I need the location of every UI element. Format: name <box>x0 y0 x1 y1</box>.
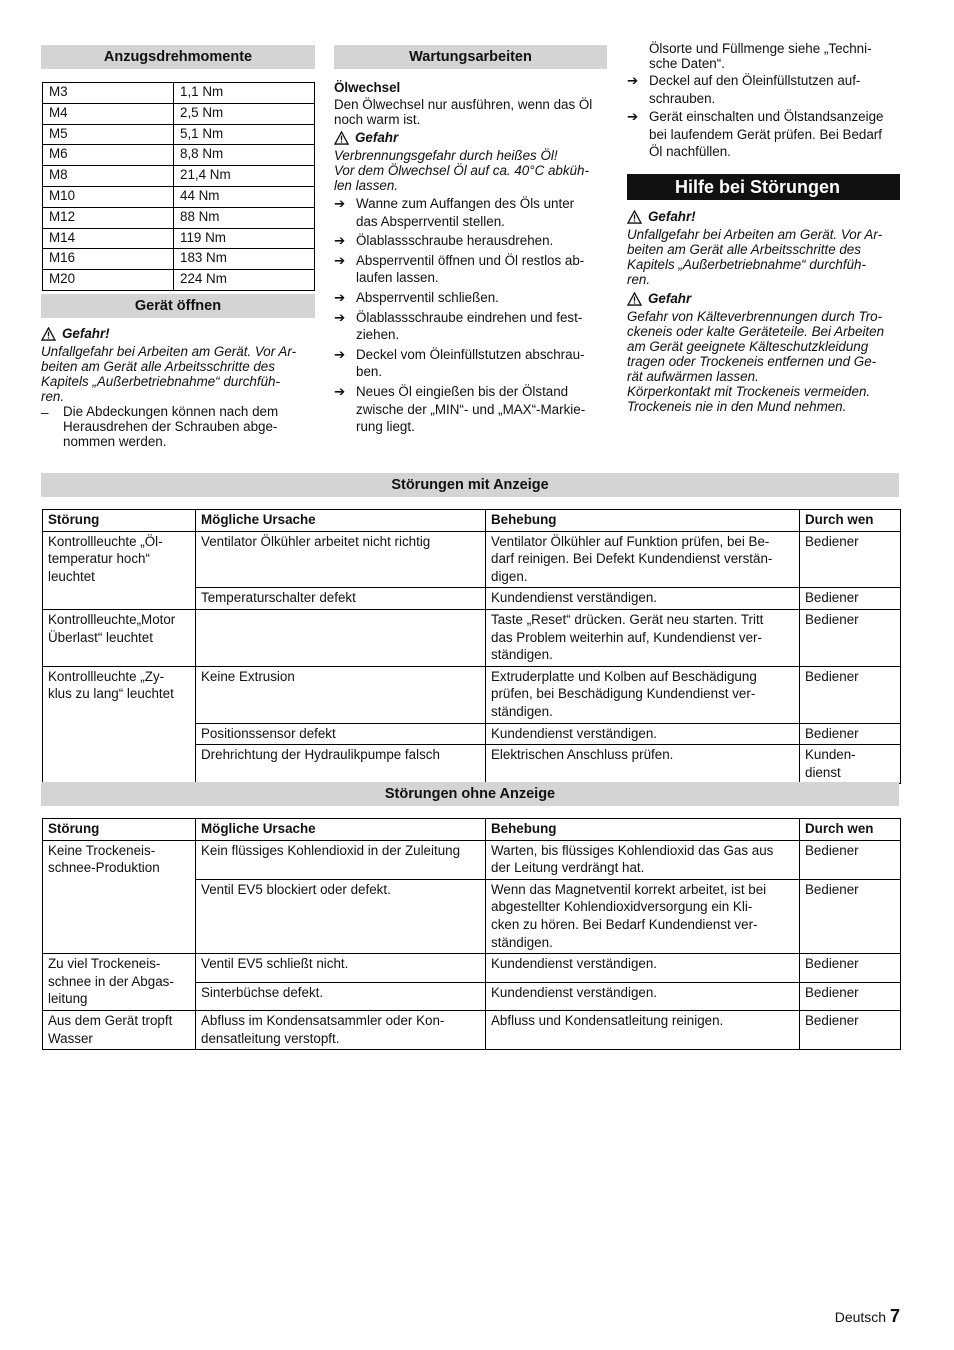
arrow-icon: ➔ <box>334 309 346 325</box>
warning-icon <box>627 210 642 224</box>
torque-table <box>42 82 315 291</box>
cell-thread-size: M20 <box>43 270 174 291</box>
cell-behebung <box>486 609 800 666</box>
help-title: Hilfe bei Störungen <box>627 174 900 200</box>
table-row <box>43 609 901 666</box>
text-line: Kundendienst verständigen. <box>491 725 658 741</box>
cell-torque: 5,1 Nm <box>174 124 315 145</box>
step-text <box>356 195 609 230</box>
text-line: abgestellter Kohlendioxidversorgung ein Kli- <box>491 899 753 915</box>
text-line: Bediener <box>805 984 859 1000</box>
table-row <box>43 186 315 207</box>
table-row <box>43 840 901 879</box>
faults-without-display-title: Störungen ohne Anzeige <box>41 782 899 806</box>
text-line: Ölablassschraube herausdrehen. <box>356 233 554 249</box>
footer-language: Deutsch <box>834 1309 887 1325</box>
text-line: Abfluss und Kondensatleitung reinigen. <box>491 1012 724 1028</box>
table-row <box>43 166 315 187</box>
text-line: Kapitels „Außerbetriebnahme“ durchfüh- <box>41 374 280 389</box>
text-line: Sinterbüchse defekt. <box>201 984 324 1000</box>
cell-torque: 21,4 Nm <box>174 166 315 187</box>
text-line: beiten am Gerät alle Arbeitsschritte des <box>41 359 275 374</box>
header-durch-wen: Durch wen <box>800 819 901 841</box>
table-row <box>43 228 315 249</box>
text-line: Warten, bis flüssiges Kohlendioxid das Gas aus <box>491 842 774 858</box>
text-line: Bediener <box>805 956 859 972</box>
danger-label: Gefahr <box>355 130 399 145</box>
text-line: das Absperrventil stellen. <box>356 213 505 229</box>
table-row <box>43 249 315 270</box>
header-behebung: Behebung <box>486 510 800 532</box>
table-row <box>43 145 315 166</box>
cell-behebung <box>486 588 800 610</box>
text-line: Positionssensor defekt <box>201 725 336 741</box>
text-line: Kundendienst verständigen. <box>491 956 658 972</box>
table-row <box>43 124 315 145</box>
text-line: Bediener <box>805 533 859 549</box>
table-row <box>43 207 315 228</box>
text-line: Elektrischen Anschluss prüfen. <box>491 747 674 763</box>
text-line: densatleitung verstopft. <box>201 1030 340 1046</box>
danger-label: Gefahr <box>648 291 692 306</box>
text-line: zwische der „MIN“- und „MAX“-Markie- <box>356 401 586 417</box>
text-line: prüfen, bei Beschädigung Kundendienst ver- <box>491 686 756 702</box>
help-dangers <box>627 207 902 414</box>
cell-torque: 1,1 Nm <box>174 83 315 104</box>
cell-thread-size: M5 <box>43 124 174 145</box>
step-item <box>334 289 609 307</box>
oil-change-intro <box>334 97 609 127</box>
danger-label: Gefahr! <box>648 209 696 224</box>
cell-torque: 224 Nm <box>174 270 315 291</box>
oil-change-section <box>334 79 609 436</box>
cell-stoerung <box>43 1010 196 1049</box>
arrow-icon: ➔ <box>334 196 346 211</box>
torque-table-body <box>43 83 315 291</box>
cell-behebung <box>486 745 800 784</box>
text-line: Ventilator Ölkühler auf Funktion prüfen, bei Be- <box>491 533 770 549</box>
cell-stoerung <box>43 666 196 784</box>
cell-durch-wen <box>800 609 901 666</box>
text-line: len lassen. <box>334 178 399 193</box>
faults-with-display-title: Störungen mit Anzeige <box>41 473 899 497</box>
step-text <box>356 383 609 436</box>
cell-ursache <box>196 840 486 879</box>
cell-behebung <box>486 531 800 588</box>
text-line: ren. <box>627 272 651 287</box>
text-line: ren. <box>41 389 65 404</box>
text-line: Wenn das Magnetventil korrekt arbeitet, ist bei <box>491 881 767 897</box>
cell-ursache <box>196 609 486 666</box>
danger-heading <box>334 128 609 148</box>
continued-text <box>627 41 902 71</box>
maintenance-title: Wartungsarbeiten <box>334 45 607 69</box>
danger-heading <box>627 207 902 227</box>
text-line: Wasser <box>48 1030 93 1046</box>
text-line: Gefahr von Kälteverbrennungen durch Tro- <box>627 309 883 324</box>
header-stoerung: Störung <box>43 510 196 532</box>
cell-torque: 44 Nm <box>174 186 315 207</box>
text-line: Ventil EV5 blockiert oder defekt. <box>201 881 391 897</box>
step-text <box>356 289 609 307</box>
text-line: Kein flüssiges Kohlendioxid in der Zuleitung <box>201 842 461 858</box>
note-text <box>63 404 278 449</box>
text-line: Ventilator Ölkühler arbeitet nicht richtig <box>201 533 431 549</box>
table-row <box>43 270 315 291</box>
text-line: schnee-Produktion <box>48 860 160 876</box>
text-line: Wanne zum Auffangen des Öls unter <box>356 196 575 211</box>
text-line: Deckel vom Öleinfüllstutzen abschrau- <box>356 346 585 362</box>
step-item <box>334 383 609 436</box>
table-row <box>43 83 315 104</box>
text-line: ben. <box>356 364 383 380</box>
note-item <box>41 404 316 449</box>
text-line: Bediener <box>805 725 859 741</box>
text-line: Öl nachfüllen. <box>649 144 731 160</box>
text-line <box>201 611 480 629</box>
cell-thread-size: M6 <box>43 145 174 166</box>
text-line: klus zu lang“ leuchtet <box>48 686 174 702</box>
page-footer <box>835 1306 900 1327</box>
table-header-row <box>43 819 901 841</box>
text-line: cken zu hören. Bei Bedarf Kundendienst ver- <box>491 916 758 932</box>
text-line: Unfallgefahr bei Arbeiten am Gerät. Vor Ar- <box>41 344 297 359</box>
danger-text <box>627 227 902 287</box>
text-line: Bediener <box>805 611 859 627</box>
step-text <box>356 252 609 287</box>
table-row <box>43 1010 901 1049</box>
cell-torque: 2,5 Nm <box>174 103 315 124</box>
text-line: dienst <box>805 764 841 780</box>
text-line: Ventil EV5 schließt nicht. <box>201 956 349 972</box>
cell-thread-size: M10 <box>43 186 174 207</box>
text-line: Bediener <box>805 881 859 897</box>
step-text <box>356 232 609 250</box>
text-line: Unfallgefahr bei Arbeiten am Gerät. Vor Ar- <box>627 227 883 242</box>
text-line: Absperrventil schließen. <box>356 289 499 305</box>
text-line: Drehrichtung der Hydraulikpumpe falsch <box>201 747 440 763</box>
cell-durch-wen <box>800 745 901 784</box>
text-line: Den Ölwechsel nur ausführen, wenn das Öl <box>334 97 593 112</box>
table-row <box>43 103 315 124</box>
text-line: ständigen. <box>491 934 553 950</box>
text-line: Kapitels „Außerbetriebnahme“ durchfüh- <box>627 257 866 272</box>
text-line: Körperkontakt mit Trockeneis vermeiden. <box>627 384 871 399</box>
text-line: schnee in der Abgas- <box>48 973 174 989</box>
table-row <box>43 954 901 982</box>
text-line: Ölablassschraube eindrehen und fest- <box>356 309 583 325</box>
text-line: Keine Trockeneis- <box>48 842 156 858</box>
text-line: der Leitung verdrängt hat. <box>491 860 645 876</box>
text-line: Absperrventil öffnen und Öl restlos ab- <box>356 252 585 268</box>
cell-stoerung <box>43 531 196 609</box>
cell-thread-size: M12 <box>43 207 174 228</box>
text-line: Bediener <box>805 842 859 858</box>
warning-icon <box>627 292 642 306</box>
cell-thread-size: M4 <box>43 103 174 124</box>
danger-text <box>334 148 609 193</box>
oil-change-steps <box>334 195 609 436</box>
text-line: Bediener <box>805 1012 859 1028</box>
cell-thread-size: M8 <box>43 166 174 187</box>
text-line: am Gerät geeignete Kälteschutzkleidung <box>627 339 869 354</box>
cell-stoerung <box>43 954 196 1011</box>
step-item <box>334 252 609 287</box>
cell-behebung <box>486 723 800 745</box>
text-line: ständigen. <box>491 647 553 663</box>
warning-icon <box>41 327 56 341</box>
step-item <box>334 346 609 381</box>
text-line: noch warm ist. <box>334 112 421 127</box>
text-line: Kunden- <box>805 747 856 763</box>
cell-behebung <box>486 666 800 723</box>
arrow-icon: ➔ <box>334 383 346 399</box>
danger-label: Gefahr! <box>62 326 110 341</box>
text-line: Trockeneis nie in den Mund nehmen. <box>627 399 847 414</box>
text-line: ständigen. <box>491 703 553 719</box>
text-line: Kundendienst verständigen. <box>491 984 658 1000</box>
cell-durch-wen <box>800 954 901 982</box>
cell-durch-wen <box>800 666 901 723</box>
continued-steps <box>627 72 902 161</box>
cell-ursache <box>196 531 486 588</box>
step-item <box>627 72 902 107</box>
danger-heading <box>41 324 316 344</box>
cell-durch-wen <box>800 1010 901 1049</box>
text-line: das Problem weiterhin auf, Kundendienst ver- <box>491 629 762 645</box>
cell-durch-wen <box>800 879 901 953</box>
step-text <box>356 346 609 381</box>
header-behebung: Behebung <box>486 819 800 841</box>
header-ursache: Mögliche Ursache <box>196 819 486 841</box>
cell-behebung <box>486 840 800 879</box>
text-line: Kontrollleuchte „Öl- <box>48 533 163 549</box>
text-line: Vor dem Ölwechsel Öl auf ca. 40°C abküh- <box>334 163 589 178</box>
step-text <box>649 72 902 107</box>
cell-behebung <box>486 1010 800 1049</box>
danger-text <box>41 344 316 404</box>
text-line: leitung <box>48 991 88 1007</box>
text-line: Überlast“ leuchtet <box>48 629 153 645</box>
step-item <box>334 309 609 344</box>
cell-thread-size: M14 <box>43 228 174 249</box>
text-line: ckeneis oder kalte Geräteteile. Bei Arbeiten <box>627 324 885 339</box>
arrow-icon: ➔ <box>334 252 346 268</box>
oil-change-continued <box>627 41 902 161</box>
danger-text <box>627 309 902 414</box>
step-text <box>649 108 902 161</box>
cell-durch-wen <box>800 723 901 745</box>
text-line: Neues Öl eingießen bis der Ölstand <box>356 383 569 399</box>
step-item <box>334 195 609 230</box>
cell-ursache <box>196 982 486 1010</box>
cell-behebung <box>486 879 800 953</box>
text-line: Herausdrehen der Schrauben abge- <box>63 419 278 434</box>
text-line: Ölsorte und Füllmenge siehe „Techni- <box>649 41 872 56</box>
text-line: Bediener <box>805 668 859 684</box>
text-line: Keine Extrusion <box>201 668 295 684</box>
text-line: Deckel auf den Öleinfüllstutzen auf- <box>649 73 861 88</box>
text-line: laufen lassen. <box>356 270 439 286</box>
cell-ursache <box>196 723 486 745</box>
step-item <box>334 232 609 250</box>
cell-torque: 8,8 Nm <box>174 145 315 166</box>
header-stoerung: Störung <box>43 819 196 841</box>
arrow-icon: ➔ <box>627 73 639 88</box>
cell-behebung <box>486 982 800 1010</box>
text-line: Die Abdeckungen können nach dem <box>63 404 279 419</box>
table-row <box>43 531 901 588</box>
arrow-icon: ➔ <box>627 109 639 125</box>
text-line: rung liegt. <box>356 419 415 435</box>
cell-thread-size: M3 <box>43 83 174 104</box>
cell-ursache <box>196 745 486 784</box>
cell-thread-size: M16 <box>43 249 174 270</box>
cell-torque: 183 Nm <box>174 249 315 270</box>
open-device-section <box>41 324 316 449</box>
text-line: Kundendienst verständigen. <box>491 590 658 606</box>
text-line: Verbrennungsgefahr durch heißes Öl! <box>334 148 558 163</box>
text-line: temperatur hoch“ <box>48 551 150 567</box>
text-line: Zu viel Trockeneis- <box>48 956 161 972</box>
warning-icon <box>334 131 349 145</box>
text-line: Bediener <box>805 590 859 606</box>
oil-change-subtitle: Ölwechsel <box>334 80 401 95</box>
text-line: leuchtet <box>48 568 95 584</box>
page-number: 7 <box>889 1306 900 1326</box>
cell-torque: 88 Nm <box>174 207 315 228</box>
text-line: ziehen. <box>356 327 400 343</box>
cell-behebung <box>486 954 800 982</box>
text-line: nommen werden. <box>63 434 167 449</box>
text-line: darf reinigen. Bei Defekt Kundendienst verstän- <box>491 551 773 567</box>
text-line: Taste „Reset“ drücken. Gerät neu starten. Tritt <box>491 611 764 627</box>
open-device-title: Gerät öffnen <box>41 294 315 318</box>
text-line: rät aufwärmen lassen. <box>627 369 759 384</box>
text-line: digen. <box>491 568 528 584</box>
cell-durch-wen <box>800 531 901 588</box>
dash-bullet: – <box>41 405 49 420</box>
cell-stoerung <box>43 840 196 954</box>
text-line: Kontrollleuchte„Motor <box>48 611 176 627</box>
cell-torque: 119 Nm <box>174 228 315 249</box>
cell-durch-wen <box>800 840 901 879</box>
cell-durch-wen <box>800 982 901 1010</box>
header-ursache: Mögliche Ursache <box>196 510 486 532</box>
step-text <box>356 309 609 344</box>
arrow-icon: ➔ <box>334 346 346 362</box>
text-line: bei laufendem Gerät prüfen. Bei Bedarf <box>649 126 882 142</box>
arrow-icon: ➔ <box>334 233 346 249</box>
text-line: Kontrollleuchte „Zy- <box>48 668 165 684</box>
text-line: Extruderplatte und Kolben auf Beschädigung <box>491 668 757 684</box>
cell-ursache <box>196 954 486 982</box>
header-durch-wen: Durch wen <box>800 510 901 532</box>
text-line: Temperaturschalter defekt <box>201 590 356 606</box>
table-row <box>43 666 901 723</box>
text-line: Aus dem Gerät tropft <box>48 1012 173 1028</box>
text-line: tragen oder Trockeneis entfernen und Ge- <box>627 354 877 369</box>
danger-heading <box>627 289 902 309</box>
text-line: Gerät einschalten und Ölstandsanzeige <box>649 109 884 125</box>
torque-section-title: Anzugsdrehmomente <box>41 45 315 69</box>
step-item <box>627 108 902 161</box>
text-line: sche Daten“. <box>649 56 725 71</box>
arrow-icon: ➔ <box>334 289 346 305</box>
text-line: Abfluss im Kondensatsammler oder Kon- <box>201 1012 445 1028</box>
cell-ursache <box>196 879 486 953</box>
text-line: schrauben. <box>649 90 716 106</box>
cell-ursache <box>196 1010 486 1049</box>
cell-durch-wen <box>800 588 901 610</box>
cell-ursache <box>196 588 486 610</box>
table-header-row <box>43 510 901 532</box>
faults-with-display-table <box>42 509 901 784</box>
cell-ursache <box>196 666 486 723</box>
cell-stoerung <box>43 609 196 666</box>
faults-without-display-table <box>42 818 901 1050</box>
text-line: beiten am Gerät alle Arbeitsschritte des <box>627 242 861 257</box>
